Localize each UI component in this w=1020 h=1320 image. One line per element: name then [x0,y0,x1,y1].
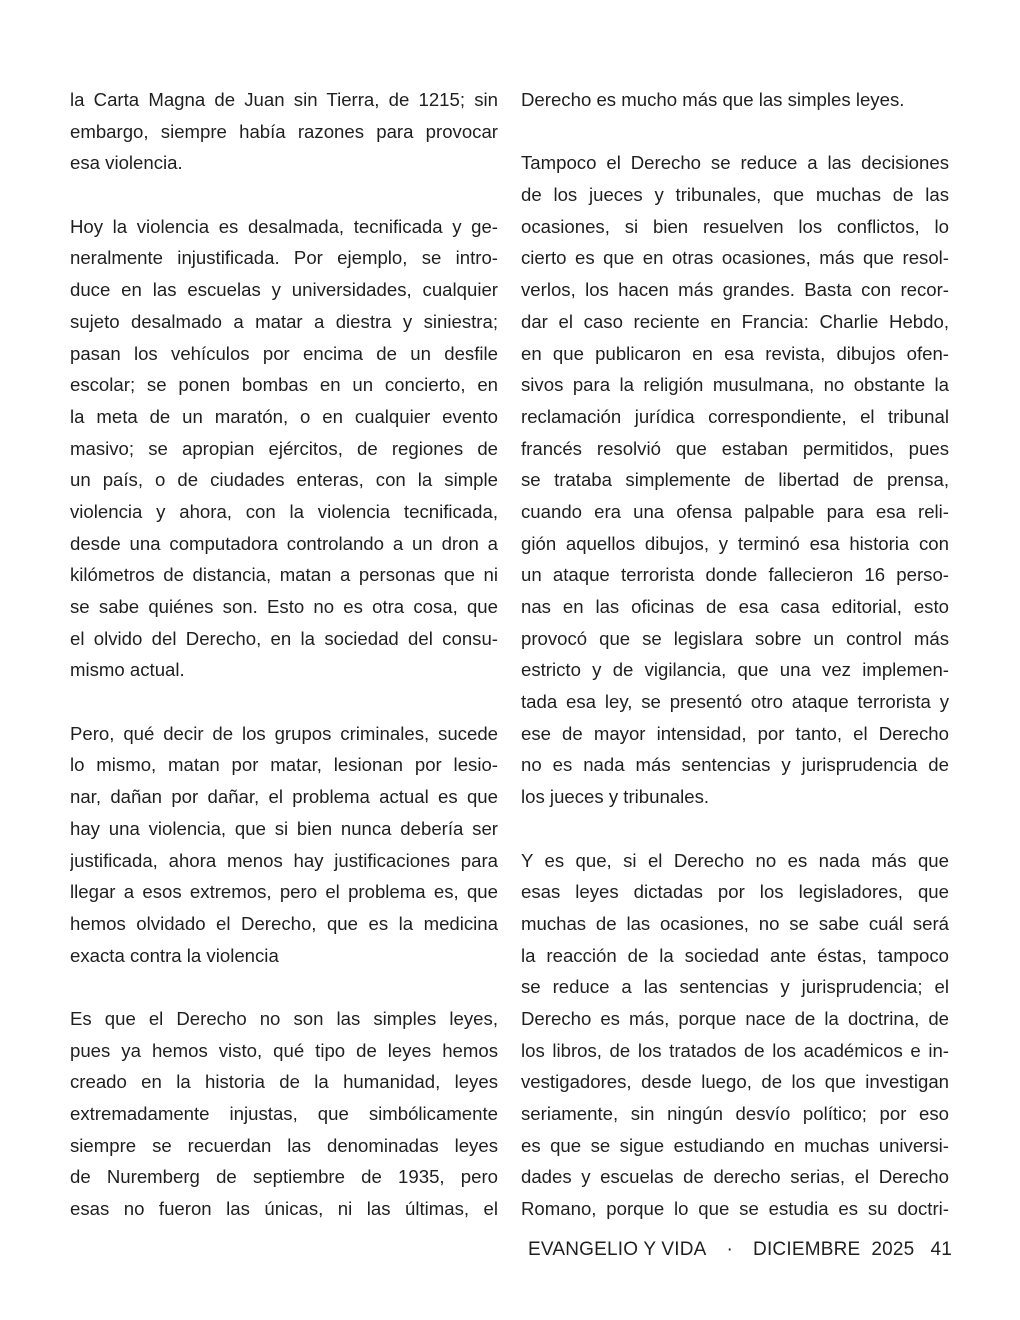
text-line: se sabe quiénes son. Esto no es otra cosa, que [70,596,498,617]
text-line: los jueces y tribunales. [521,786,710,808]
text-line: cierto es que en otras ocasiones, más que resol- [521,247,949,269]
text-line: dades y escuelas de derecho serias, el Derecho [521,1166,949,1188]
text-line: en que publicaron en esa revista, dibujos ofen- [521,342,949,364]
paragraph [521,84,949,116]
text-line: duce en las escuelas y universidades, cualquier [70,279,498,301]
text-line: francés resolvió que estaban permitidos, pues [521,437,949,459]
text-line: los libros, de los tratados de los académicos e in- [521,1039,949,1061]
text-line: un ataque terrorista donde fallecieron 16 perso- [521,564,949,586]
right-column [521,84,949,1225]
text-line: masivo; se apropian ejércitos, de regiones de [70,437,498,459]
text-line: desde una computadora controlando a un dron a [70,532,498,554]
text-line: embargo, siempre había razones para provocar [70,120,498,142]
text-line: lo mismo, matan por matar, lesionan por lesio- [70,754,498,776]
text-line: seriamente, sin ningún desvío político; por eso [521,1103,949,1124]
text-line: ocasiones, si bien resuelven los conflictos, lo [521,215,949,237]
text-line: la reacción de la sociedad ante éstas, tampoco [521,944,949,966]
text-line: no es nada más sentencias y jurisprudencia de [521,754,949,776]
text-line: esas no fueron las únicas, ni las últimas, el [70,1198,498,1220]
paragraph [70,84,498,179]
text-line: dar el caso reciente en Francia: Charlie Hebdo, [521,310,949,332]
text-line: siempre se recuerdan las denominadas leyes [70,1134,498,1156]
text-line: se reduce a las sentencias y jurisprudencia; el [521,976,949,998]
text-line: ese de mayor intensidad, por tanto, el Derecho [521,722,949,744]
text-line: pasan los vehículos por encima de un desfile [70,342,498,364]
text-line: la meta de un maratón, o en cualquier evento [70,405,498,427]
text-line: neralmente injustificada. Por ejemplo, se intro- [70,247,498,269]
text-line: justificada, ahora menos hay justificaciones para [70,849,498,871]
text-line: nar, dañan por dañar, el problema actual es que [70,786,498,808]
page-number: 41 [930,1239,952,1260]
left-column [70,84,498,1225]
text-line: Derecho es mucho más que las simples leyes. [521,89,905,110]
paragraph [70,1003,498,1225]
paragraph-gap [70,686,498,718]
text-line: llegar a esos extremos, pero el problema es, que [70,881,498,903]
text-line: hay una violencia, que si bien nunca debería ser [70,817,498,839]
text-line: es que se sigue estudiando en muchas universi- [521,1134,949,1156]
text-line: de los jueces y tribunales, que muchas de las [521,184,949,206]
text-line: sujeto desalmado a matar a diestra y siniestra; [70,310,498,332]
text-line: Y es que, si el Derecho no es nada más que [521,849,949,871]
text-line: exacta contra la violencia [70,944,279,966]
text-line: el olvido del Derecho, en la sociedad del consu- [70,627,498,649]
text-line: sivos para la religión musulmana, no obstante la [521,374,949,396]
paragraph [70,211,498,686]
text-line: estricto y de vigilancia, que una vez implemen- [521,659,949,681]
text-line: esa violencia. [70,152,183,174]
text-line: vestigadores, desde luego, de los que investigan [521,1071,949,1093]
paragraph-gap [521,116,949,148]
paragraph-gap [521,813,949,845]
text-line: gión aquellos dibujos, y terminó esa historia con [521,532,949,554]
paragraph-gap [70,179,498,211]
text-line: verlos, los hacen más grandes. Basta con recor- [521,279,949,301]
text-line: muchas de las ocasiones, no se sabe cuál será [521,912,949,934]
text-line: hemos olvidado el Derecho, que es la medicina [70,912,498,934]
text-line: se trataba simplemente de libertad de prensa, [521,469,949,491]
text-line: Es que el Derecho no son las simples leyes, [70,1007,498,1029]
text-line: creado en la historia de la humanidad, leyes [70,1071,498,1093]
text-line: escolar; se ponen bombas en un concierto, en [70,374,498,396]
paragraph-gap [70,971,498,1003]
text-line: provocó que se legislara sobre un control más [521,627,949,649]
paragraph [521,845,949,1225]
publication-name: EVANGELIO Y VIDA [528,1239,707,1260]
text-line: Derecho es más, porque nace de la doctrina, de [521,1007,949,1029]
issue-date: DICIEMBRE 2025 [753,1239,915,1260]
text-line: de Nuremberg de septiembre de 1935, pero [70,1166,498,1188]
text-line: esas leyes dictadas por los legisladores, que [521,881,949,903]
text-line: la Carta Magna de Juan sin Tierra, de 1215; sin [70,89,498,110]
paragraph [70,718,498,972]
text-line: nas en las oficinas de esa casa editorial, esto [521,596,949,617]
text-line: cuando era una ofensa palpable para esa reli- [521,500,949,522]
text-line: Hoy la violencia es desalmada, tecnificada y ge- [70,215,498,237]
page-footer [528,1236,952,1264]
text-line: Tampoco el Derecho se reduce a las decisiones [521,152,949,174]
text-line: kilómetros de distancia, matan a personas que ni [70,564,498,586]
text-line: extremadamente injustas, que simbólicamente [70,1103,498,1124]
paragraph [521,147,949,812]
text-line: un país, o de ciudades enteras, con la simple [70,469,498,491]
text-line: Pero, qué decir de los grupos criminales, sucede [70,722,498,744]
text-line: mismo actual. [70,659,185,681]
footer-separator: · [726,1239,734,1260]
text-line: pues ya hemos visto, qué tipo de leyes hemos [70,1039,498,1061]
text-line: tada esa ley, se presentó otro ataque terrorista y [521,691,949,713]
text-line: violencia y ahora, con la violencia tecnificada, [70,500,498,522]
text-line: Romano, porque lo que se estudia es su doctri- [521,1198,949,1220]
text-line: reclamación jurídica correspondiente, el tribunal [521,405,949,427]
